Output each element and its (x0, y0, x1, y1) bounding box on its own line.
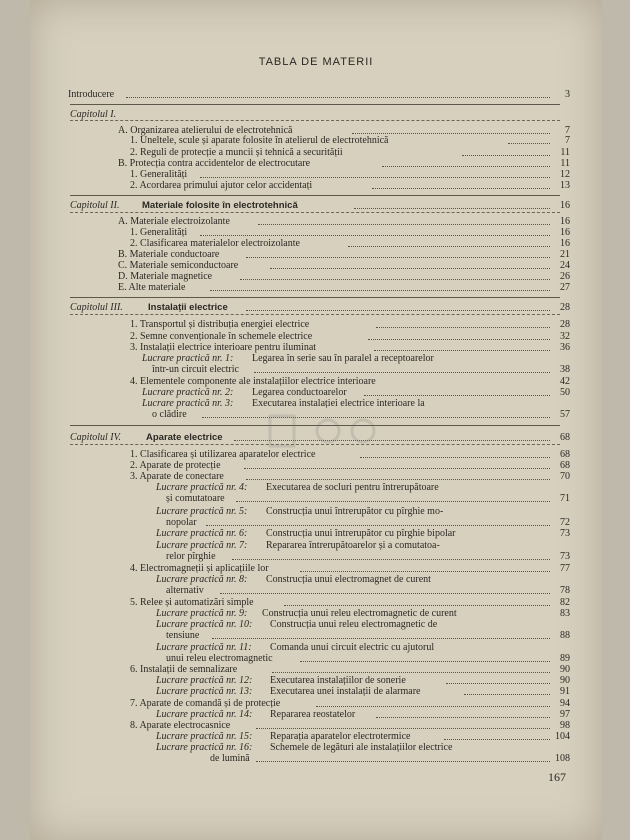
toc-entry: B. Materiale conductoare 21 (118, 249, 570, 260)
toc-chapter-3: Capitolul III. Instalații electrice 28 (70, 302, 570, 313)
toc-entry: 4. Elementele componente ale instalațiilor electrice interioare 42 (130, 376, 570, 387)
toc-entry-practica: Lucrare practică nr. 11: Comanda unui circuit electric cu ajutorul (156, 642, 435, 653)
toc-entry: 2. Acordarea primului ajutor celor accidentați 13 (130, 180, 570, 191)
chapter-label: Capitolul IV. (70, 432, 121, 443)
toc-entry-practica: Lucrare practică nr. 10: Construcția unui releu electromagnetic de (156, 619, 438, 630)
toc-entry-practica: Lucrare practică nr. 16: Schemele de legături ale instalațiilor electrice (156, 742, 453, 753)
toc-entry: 1. Generalități 12 (130, 169, 570, 180)
toc-entry: 1. Clasificarea și utilizarea aparatelor electrice 68 (130, 449, 570, 460)
toc-entry-practica: Lucrare practică nr. 2: Legarea conductoarelor 50 (142, 387, 570, 398)
page-title: TABLA DE MATERII (258, 56, 374, 68)
toc-entry-practica: Lucrare practică nr. 3: Executarea instalației electrice interioare la (142, 398, 425, 409)
chapter-title: Materiale folosite în electrotehnică (142, 200, 298, 211)
entry-page: 3 (565, 89, 570, 100)
toc-entry-practica: Lucrare practică nr. 14: Repararea reostatelor 97 (156, 709, 570, 720)
book-page (30, 0, 602, 840)
chapter-title: Aparate electrice (146, 432, 223, 443)
toc-entry: 5. Relee și automatizări simple 82 (130, 597, 570, 608)
toc-entry: 8. Aparate electrocasnice 98 (130, 720, 570, 731)
stamp-watermark-icon (268, 412, 398, 452)
toc-chapter-2: Capitolul II. Materiale folosite în electrotehnică 16 (70, 200, 570, 211)
toc-entry-practica: Lucrare practică nr. 15: Reparația aparatelor electrotermice 104 (156, 731, 570, 742)
chapter-label: Capitolul III. (70, 302, 123, 313)
toc-entry-practica: Lucrare practică nr. 5: Construcția unui întrerupător cu pîrghie mo- (156, 506, 444, 517)
toc-entry: tensiune 88 (166, 630, 570, 641)
toc-entry: 1. Generalități 16 (130, 227, 570, 238)
toc-entry: 2. Semne convenționale în schemele electrice 32 (130, 331, 570, 342)
divider (70, 314, 560, 315)
toc-entry: 7. Aparate de comandă și de protecție 94 (130, 698, 570, 709)
toc-entry-practica: Lucrare practică nr. 6: Construcția unui întrerupător cu pîrghie bipolar 73 (156, 528, 570, 539)
toc-entry: o clădire 57 (152, 409, 570, 420)
toc-entry: 2. Clasificarea materialelor electroizolante 16 (130, 238, 570, 249)
toc-entry: 2. Reguli de protecție a muncii și tehnică a securității 11 (130, 147, 570, 158)
toc-entry: 1. Uneltele, scule și aparate folosite în atelierul de electrotehnică 7 (130, 135, 570, 146)
toc-entry: nopolar 72 (166, 517, 570, 528)
toc-entry: de lumină 108 (210, 753, 570, 764)
chapter-label: Capitolul II. (70, 200, 120, 211)
toc-entry: E. Alte materiale 27 (118, 282, 570, 293)
toc-entry-practica: Lucrare practică nr. 9: Construcția unui releu electromagnetic de curent 83 (156, 608, 570, 619)
toc-entry: D. Materiale magnetice 26 (118, 271, 570, 282)
toc-entry: relor pîrghie 73 (166, 551, 570, 562)
toc-entry: și comutatoare 71 (166, 493, 570, 504)
divider (70, 297, 560, 298)
page-number: 167 (548, 770, 566, 784)
toc-entry: C. Materiale semiconductoare 24 (118, 260, 570, 271)
toc-entry: A. Organizarea atelierului de electrotehnică 7 (118, 125, 570, 136)
toc-entry-practica: Lucrare practică nr. 12: Executarea instalațiilor de sonerie 90 (156, 675, 570, 686)
toc-entry: 6. Instalații de semnalizare 90 (130, 664, 570, 675)
toc-entry: 2. Aparate de protecție 68 (130, 460, 570, 471)
toc-entry-practica: Lucrare practică nr. 1: Legarea în serie sau în paralel a receptoarelor (142, 353, 434, 364)
toc-entry: B. Protecția contra accidentelor de electrocutare 11 (118, 158, 570, 169)
toc-entry-practica: Lucrare practică nr. 13: Executarea unei instalații de alarmare 91 (156, 686, 570, 697)
toc-entry: unui releu electromagnetic 89 (166, 653, 570, 664)
entry-text: Introducere (68, 89, 115, 100)
divider (70, 212, 560, 213)
toc-entry: alternativ 78 (166, 585, 570, 596)
toc-entry-practica: Lucrare practică nr. 7: Repararea întrerupătoarelor și a comutatoa- (156, 540, 440, 551)
toc-entry: 4. Electromagneții și aplicațiile lor 77 (130, 563, 570, 574)
toc-chapter-4: Capitolul IV. Aparate electrice 68 (70, 432, 570, 443)
toc-entry: 1. Transportul și distribuția energiei electrice 28 (130, 319, 570, 330)
toc-entry: 3. Instalații electrice interioare pentru iluminat 36 (130, 342, 570, 353)
toc-entry-introducere (30, 88, 602, 101)
toc-entry-practica: Lucrare practică nr. 8: Construcția unui electromagnet de curent (156, 574, 431, 585)
toc-entry: 3. Aparate de conectare 70 (130, 471, 570, 482)
chapter-title: Instalații electrice (148, 302, 228, 313)
divider (70, 195, 560, 196)
chapter-label: Capitolul I. (70, 109, 117, 120)
toc-entry: într-un circuit electric 38 (152, 364, 570, 375)
divider (70, 104, 560, 105)
toc-entry-practica: Lucrare practică nr. 4: Executarea de socluri pentru întrerupătoare (156, 482, 439, 493)
toc-entry: A. Materiale electroizolante 16 (118, 216, 570, 227)
divider (70, 120, 560, 121)
